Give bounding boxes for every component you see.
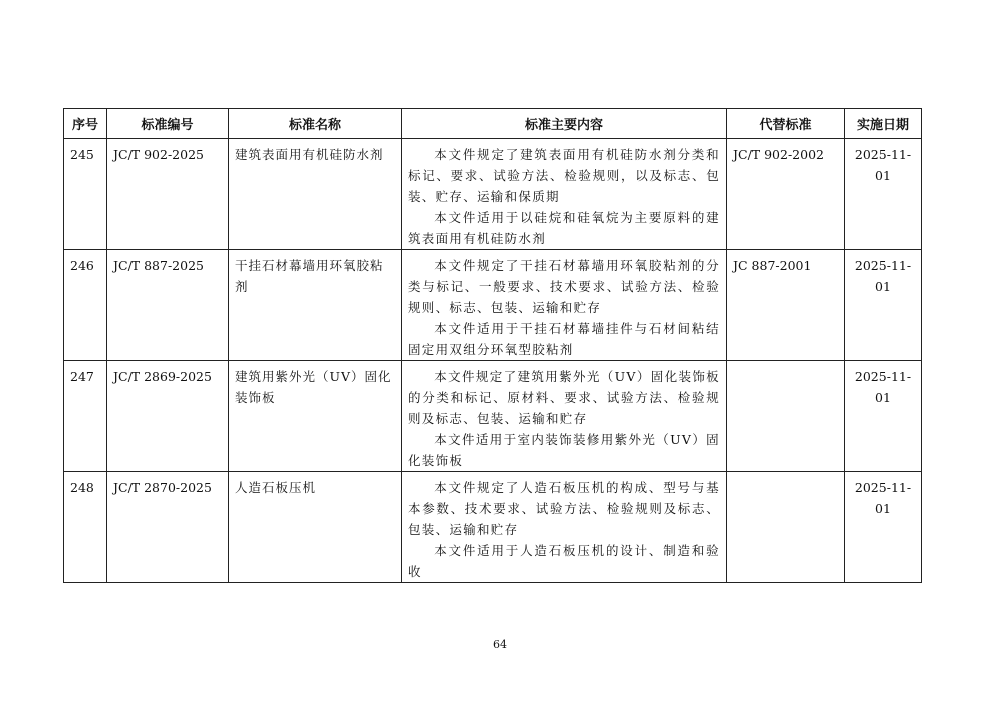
header-main-content: 标准主要内容	[402, 109, 727, 139]
content-applicability-paragraph: 本文件适用于干挂石材幕墙挂件与石材间粘结固定用双组分环氧型胶粘剂	[408, 321, 720, 357]
row-replaced-standard: JC 887-2001	[727, 250, 845, 361]
row-serial-number: 248	[64, 472, 107, 583]
content-applicability-paragraph: 本文件适用于室内装饰装修用紫外光（UV）固化装饰板	[408, 432, 720, 468]
row-serial-number: 247	[64, 361, 107, 472]
content-applicability-paragraph: 本文件适用于人造石板压机的设计、制造和验收	[408, 543, 720, 579]
row-serial-number: 245	[64, 139, 107, 250]
content-scope-paragraph: 本文件规定了建筑用紫外光（UV）固化装饰板的分类和标记、原材料、要求、试验方法、检验规则及标志、包装、运输和贮存	[408, 369, 720, 426]
row-effective-date: 2025-11-01	[845, 472, 922, 583]
table-row	[64, 250, 922, 361]
header-replaced-standard: 代替标准	[727, 109, 845, 139]
row-replaced-standard	[727, 472, 845, 583]
standards-table	[63, 108, 922, 583]
row-replaced-standard: JC/T 902-2002	[727, 139, 845, 250]
table-row	[64, 361, 922, 472]
table-row	[64, 139, 922, 250]
table-header-row	[64, 109, 922, 139]
row-effective-date: 2025-11-01	[845, 250, 922, 361]
row-standard-code: JC/T 887-2025	[107, 250, 229, 361]
row-serial-number: 246	[64, 250, 107, 361]
content-applicability-paragraph: 本文件适用于以硅烷和硅氧烷为主要原料的建筑表面用有机硅防水剂	[408, 210, 720, 246]
row-standard-name: 建筑用紫外光（UV）固化装饰板	[229, 361, 402, 472]
row-main-content	[402, 250, 727, 361]
row-effective-date: 2025-11-01	[845, 139, 922, 250]
row-standard-code: JC/T 2870-2025	[107, 472, 229, 583]
row-standard-code: JC/T 902-2025	[107, 139, 229, 250]
header-standard-name: 标准名称	[229, 109, 402, 139]
header-standard-code: 标准编号	[107, 109, 229, 139]
row-standard-code: JC/T 2869-2025	[107, 361, 229, 472]
row-standard-name: 干挂石材幕墙用环氧胶粘剂	[229, 250, 402, 361]
row-replaced-standard	[727, 361, 845, 472]
row-main-content	[402, 361, 727, 472]
content-scope-paragraph: 本文件规定了干挂石材幕墙用环氧胶粘剂的分类与标记、一般要求、技术要求、试验方法、检验规则、标志、包装、运输和贮存	[408, 258, 720, 315]
row-effective-date: 2025-11-01	[845, 361, 922, 472]
page-number: 64	[493, 638, 507, 651]
row-main-content	[402, 139, 727, 250]
content-scope-paragraph: 本文件规定了建筑表面用有机硅防水剂分类和标记、要求、试验方法、检验规则，以及标志、包装、贮存、运输和保质期	[408, 147, 720, 204]
header-effective-date: 实施日期	[845, 109, 922, 139]
table-row	[64, 472, 922, 583]
header-serial-number: 序号	[64, 109, 107, 139]
row-standard-name: 人造石板压机	[229, 472, 402, 583]
row-standard-name: 建筑表面用有机硅防水剂	[229, 139, 402, 250]
row-main-content	[402, 472, 727, 583]
content-scope-paragraph: 本文件规定了人造石板压机的构成、型号与基本参数、技术要求、试验方法、检验规则及标志、包装、运输和贮存	[408, 480, 720, 537]
